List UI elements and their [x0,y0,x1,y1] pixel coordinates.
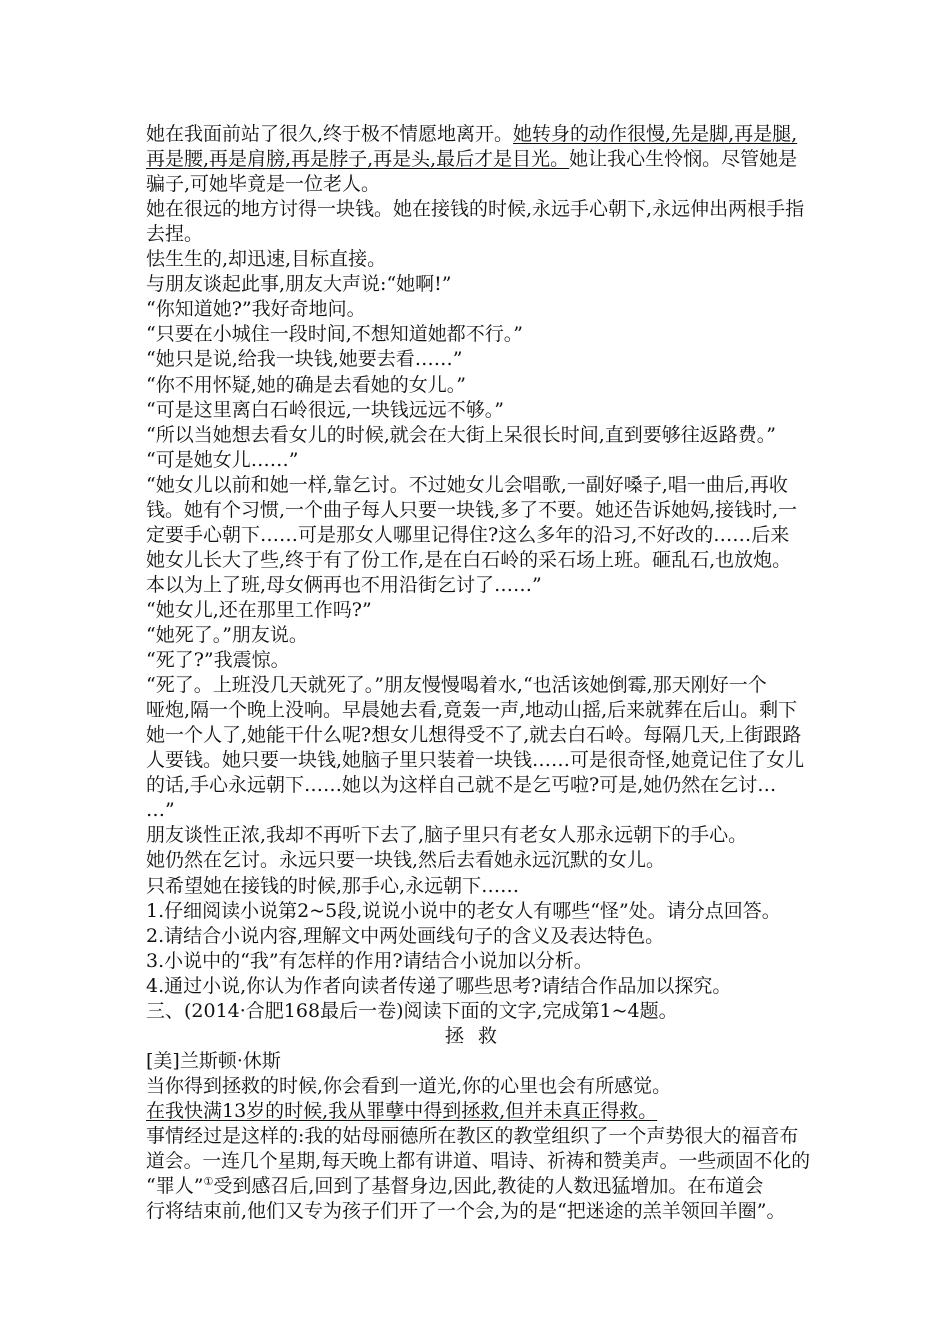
underlined-sentence: 她转身的动作很慢,先是脚,再是腿, [513,123,798,145]
text-line [146,222,203,246]
text-line [146,949,593,973]
line-text: 她一个人了,她能干什么呢?想女儿想得受不了,就去白石岭。每隔几天,上街跟路 [146,724,802,746]
line-text: 当你得到拯救的时候,你会看到一道光,你的心里也会有所感觉。 [146,1075,672,1097]
text-line [146,874,519,898]
line-text: …” [146,799,175,821]
text-line [146,1199,786,1223]
line-text: 骗子,可她毕竟是一位老人。 [146,173,381,195]
text-line [146,347,463,371]
line-text: 本以为上了班,母女俩再也不用沿街乞讨了……” [146,574,542,596]
line-text: 三、(2014·合肥168最后一卷)阅读下面的文字,完成第1~4题。 [146,1000,678,1022]
line-text: 道会。一连几个星期,每天晚上都有讲道、唱诗、祈祷和赞美声。一些顽固不化的 [146,1150,811,1172]
line-text: 行将结束前,他们又专为孩子们开了一个会,为的是“把迷途的羔羊领回羊圈”。 [146,1200,786,1222]
line-text: “所以当她想去看女儿的时候,就会在大街上呆很长时间,直到要够往返路费。” [146,424,777,446]
line-text: 事情经过是这样的:我的姑母丽德所在教区的教堂组织了一个声势很大的福音布 [146,1125,799,1147]
text-line [146,673,767,697]
text-line [146,1099,657,1123]
line-text: 1.仔细阅读小说第2~5段,说说小说中的老女人有哪些“怪”处。请分点回答。 [146,900,781,922]
line-text: 哑炮,隔一个晚上没响。早晨她去看,竟轰一声,地动山摇,后来就葬在后山。剩下 [146,699,798,721]
line-text: “可是她女儿……” [146,449,299,471]
text-line [146,723,801,747]
text-line [146,322,523,346]
line-text: “可是这里离白石岭很远,一块钱远远不够。” [146,399,504,421]
text-line [146,899,781,923]
text-line [146,1049,281,1073]
text-line [146,448,298,472]
line-text: “她只是说,给我一块钱,她要去看……” [146,348,463,370]
line-text: [美]兰斯顿·休斯 [146,1050,281,1072]
line-text: 人要钱。她只要一块钱,她脑子里只装着一块钱……可是很奇怪,她竟记住了女儿 [146,749,805,771]
text-line [146,974,731,998]
line-text: 朋友谈性正浓,我却不再听下去了,脑子里只有老女人那永远朝下的手心。 [146,824,748,846]
text-line [146,573,542,597]
line-text: 4.通过小说,你认为作者向读者传递了哪些思考?请结合作品加以探究。 [146,975,732,997]
text-line [146,773,776,797]
line-text: 只希望她在接钱的时候,那手心,永远朝下…… [146,875,520,897]
text-line [146,147,797,171]
text-line [146,473,788,497]
text-line [146,1074,671,1098]
underlined-sentence: 再是腰,再是肩膀,再是脖子,再是头,最后才是目光。 [146,148,570,170]
text-line [146,823,747,847]
line-text: “她女儿,还在那里工作吗?” [146,599,372,621]
text-line [146,172,380,196]
line-text: “罪人” [146,1175,204,1197]
line-text: 她在我面前站了很久,终于极不情愿地离开。 [146,123,514,145]
line-text: “死了?”我震惊。 [146,649,290,671]
line-text: “你不用怀疑,她的确是去看她的女儿。” [146,374,466,396]
line-text: 她仍然在乞讨。永远只要一块钱,然后去看她永远沉默的女儿。 [146,849,666,871]
text-line [146,623,308,647]
text-line [146,999,678,1023]
text-line [146,1174,763,1198]
text-line [146,848,665,872]
article-title: 拯救 [445,1025,512,1047]
line-text: “她女儿以前和她一样,靠乞讨。不过她女儿会唱歌,一副好嗓子,唱一曲后,再收 [146,474,788,496]
line-text: 钱。她有个习惯,一个曲子每人只要一块钱,多了不要。她还告诉她妈,接钱时,一 [146,499,798,521]
text-line [146,297,366,321]
text-line [146,798,175,822]
footnote-marker: ① [203,1175,214,1188]
text-line [146,272,452,296]
text-line [146,122,797,146]
line-text: 受到感召后,回到了基督身边,因此,教徒的人数迅猛增加。在布道会 [213,1175,764,1197]
text-line [146,373,466,397]
text-line [146,247,386,271]
text-line [146,598,372,622]
line-text: “她死了。”朋友说。 [146,624,308,646]
line-text: 与朋友谈起此事,朋友大声说:“她啊!” [146,273,452,295]
text-line [146,398,504,422]
line-text: 去捏。 [146,223,204,245]
line-text: 她女儿长大了些,终于有了份工作,是在白石岭的采石场上班。砸乱石,也放炮。 [146,549,792,571]
line-text: “只要在小城住一段时间,不想知道她都不行。” [146,323,523,345]
line-text: “死了。上班没几天就死了。”朋友慢慢喝着水,“也活该她倒霉,那天刚好一个 [146,674,767,696]
line-text: 的话,手心永远朝下……她以为这样自己就不是乞丐啦?可是,她仍然在乞讨… [146,774,777,796]
line-text: “你知道她?”我好奇地问。 [146,298,366,320]
line-text: 定要手心朝下……可是那女人哪里记得住?这么多年的沿习,不好改的……后来 [146,524,790,546]
text-line [146,1124,798,1148]
text-line [146,498,797,522]
underlined-sentence: 在我快满13岁的时候,我从罪孽中得到拯救,但并未真正得救。 [146,1100,658,1122]
text-line [146,197,804,221]
line-text: 3.小说中的“我”有怎样的作用?请结合小说加以分析。 [146,950,593,972]
line-text: 她在很远的地方讨得一块钱。她在接钱的时候,永远手心朝下,永远伸出两根手指 [146,198,805,220]
text-line [146,924,664,948]
line-text: 2.请结合小说内容,理解文中两处画线句子的含义及表达特色。 [146,925,665,947]
text-line [146,423,776,447]
text-line [146,1149,810,1173]
text-line [146,548,791,572]
text-line [146,748,804,772]
text-line [146,523,789,547]
line-text: 她让我心生怜悯。尽管她是 [569,148,798,170]
text-line [146,648,290,672]
text-line [146,698,797,722]
line-text: 怯生生的,却迅速,目标直接。 [146,248,387,270]
